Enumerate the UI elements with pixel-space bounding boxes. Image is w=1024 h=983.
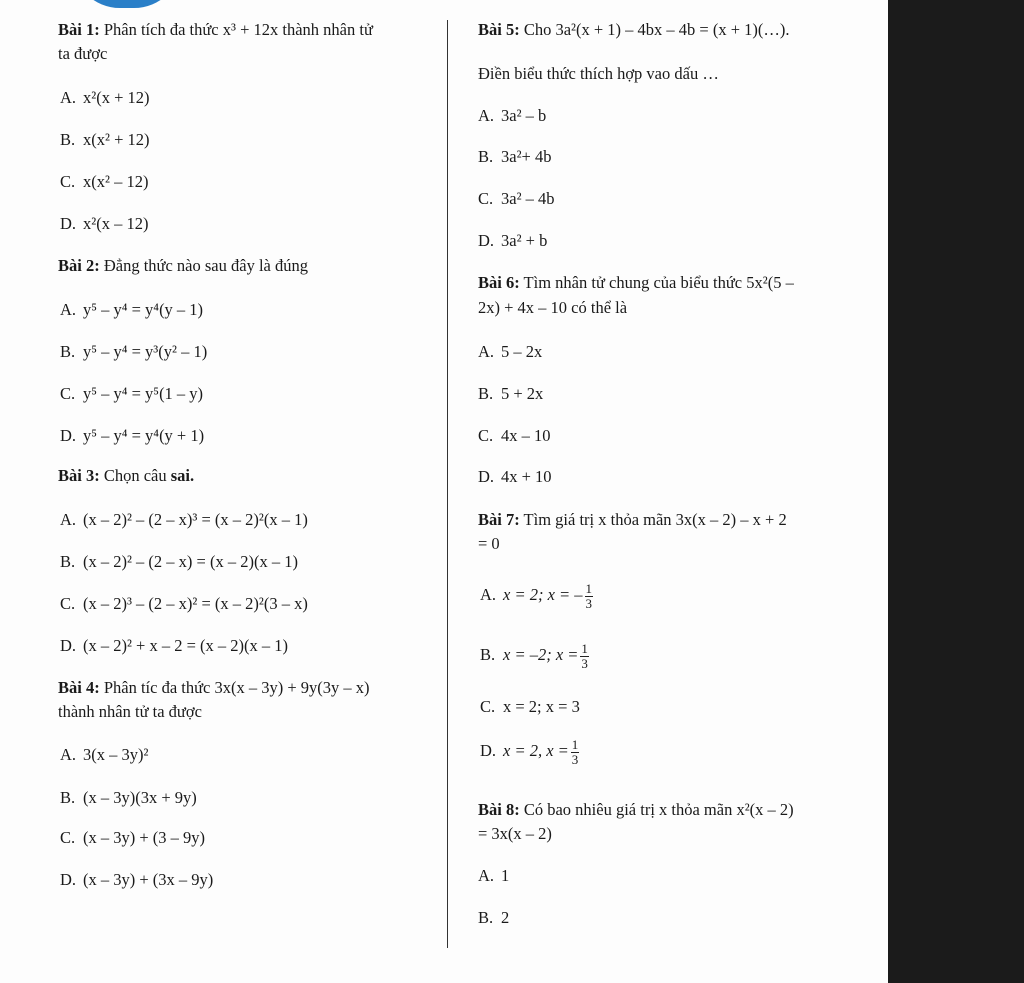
b5-question: Bài 5: Cho 3a²(x + 1) – 4bx – 4b = (x + 1)(…). [478, 20, 790, 39]
b7-question: Bài 7: Tìm giá trị x thỏa mãn 3x(x – 2) – x + 2 [478, 510, 787, 529]
b8-option-b[interactable]: B. 2 [478, 908, 510, 927]
b3-option-a[interactable]: A. (x – 2)² – (2 – x)³ = (x – 2)²(x – 1) [60, 510, 308, 529]
fraction-one-third: $\frac{1}{3}$ [571, 736, 579, 767]
b2-option-b[interactable]: B. y⁵ – y⁴ = y³(y² – 1) [60, 342, 208, 361]
b4-option-c[interactable]: C. (x – 3y) + (3 – 9y) [60, 828, 206, 847]
b6-option-a[interactable]: A. 5 – 2x [478, 342, 543, 361]
b2-option-d[interactable]: D. y⁵ – y⁴ = y⁴(y + 1) [60, 426, 205, 445]
b7-option-c[interactable]: C. x = 2; x = 3 [480, 697, 580, 716]
b4-option-b[interactable]: B. (x – 3y)(3x + 9y) [60, 788, 197, 807]
b7-question-cont: = 0 [478, 534, 500, 553]
b5-option-b[interactable]: B. 3a²+ 4b [478, 147, 552, 166]
b6-option-c[interactable]: C. 4x – 10 [478, 426, 551, 445]
b5-option-a[interactable]: A. 3a² – b [478, 106, 547, 125]
b4-option-a[interactable]: A. 3(x – 3y)² [60, 745, 149, 764]
dark-side-margin [888, 0, 1024, 983]
b8-option-a[interactable]: A. 1 [478, 866, 510, 885]
b7-option-a[interactable]: A. x = 2; x = – $\frac{1}{3}$ [480, 580, 593, 611]
column-divider [447, 20, 448, 948]
b5-option-c[interactable]: C. 3a² – 4b [478, 189, 555, 208]
b1-option-a[interactable]: A. x²(x + 12) [60, 88, 150, 107]
b3-question: Bài 3: Chọn câu sai. [58, 466, 195, 485]
b6-option-b[interactable]: B. 5 + 2x [478, 384, 544, 403]
logo-arc [72, 0, 182, 8]
fraction-one-third: $\frac{1}{3}$ [581, 640, 588, 671]
b4-option-d[interactable]: D. (x – 3y) + (3x – 9y) [60, 870, 214, 889]
b3-option-c[interactable]: C. (x – 2)³ – (2 – x)² = (x – 2)²(3 – x) [60, 594, 308, 613]
b7-option-d[interactable]: D. x = 2, x = $\frac{1}{3}$ [480, 736, 579, 767]
b6-question: Bài 6: Tìm nhân tử chung của biểu thức 5x²(5 – [478, 273, 794, 292]
b1-question: Bài 1: Phân tích đa thức x³ + 12x thành nhân tử [58, 20, 373, 39]
b6-option-d[interactable]: D. 4x + 10 [478, 467, 552, 486]
b7-option-b[interactable]: B. x = –2; x = $\frac{1}{3}$ [480, 640, 588, 671]
b1-question-cont: ta được [58, 44, 108, 63]
b8-question: Bài 8: Có bao nhiêu giá trị x thỏa mãn x²(x – 2) [478, 800, 794, 819]
b2-option-a[interactable]: A. y⁵ – y⁴ = y⁴(y – 1) [60, 300, 204, 319]
fraction-one-third: $\frac{1}{3}$ [585, 580, 593, 611]
b6-question-cont: 2x) + 4x – 10 có thể là [478, 298, 628, 317]
b4-question-cont: thành nhân tử ta được [58, 702, 202, 721]
b1-option-c[interactable]: C. x(x² – 12) [60, 172, 149, 191]
b5-option-d[interactable]: D. 3a² + b [478, 231, 548, 250]
b3-option-b[interactable]: B. (x – 2)² – (2 – x) = (x – 2)(x – 1) [60, 552, 298, 571]
b5-question-cont: Điền biểu thức thích hợp vao dấu … [478, 64, 719, 83]
b4-question: Bài 4: Phân tíc đa thức 3x(x – 3y) + 9y(3y – x) [58, 678, 370, 697]
b1-option-d[interactable]: D. x²(x – 12) [60, 214, 149, 233]
b1-option-b[interactable]: B. x(x² + 12) [60, 130, 150, 149]
b3-option-d[interactable]: D. (x – 2)² + x – 2 = (x – 2)(x – 1) [60, 636, 289, 655]
b8-question-cont: = 3x(x – 2) [478, 824, 552, 843]
b2-question: Bài 2: Đẳng thức nào sau đây là đúng [58, 256, 308, 275]
b2-option-c[interactable]: C. y⁵ – y⁴ = y⁵(1 – y) [60, 384, 204, 403]
